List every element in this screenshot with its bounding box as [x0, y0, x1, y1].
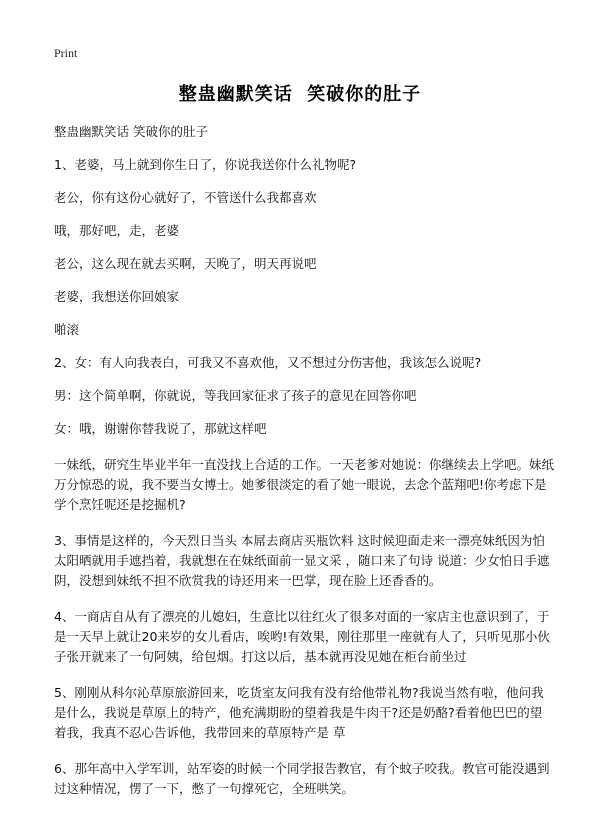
paragraph: 哦，那好吧，走，老婆: [54, 223, 180, 238]
paragraph: 男：这个简单啊，你就说，等我回家征求了孩子的意见在回答你吧: [54, 388, 417, 403]
paragraph: 一妹纸，研究生毕业半年一直没找上合适的工作。一天老爹对她说：你继续去上学吧。妹纸万分惊恐的说，我不要当女博士。她爹很淡定的看了她一眼说，去念个蓝翔吧!你考虑下是学个烹饪呢还是挖掘机?: [54, 457, 555, 512]
paragraph: 女：哦，谢谢你替我说了，那就这样吧: [54, 421, 267, 436]
paragraph: 5、刚刚从科尔沁草原旅游回来，吃货室友问我有没有给他带礼物?我说当然有啦，他问我是什么，我说是草原上的特产，他充满期盼的望着我是牛肉干?还是奶酪?看着他巴巴的望着我，我真不忍心告诉他，我带回来的草原特产是 草: [54, 685, 544, 740]
paragraph: 1、老婆，马上就到你生日了，你说我送你什么礼物呢?: [54, 157, 357, 172]
paragraph: 啪滚: [54, 322, 80, 337]
page-title: 整蛊幽默笑话 笑破你的肚子: [178, 84, 422, 105]
print-label: Print: [54, 46, 78, 60]
paragraph: 老公，这么现在就去买啊，天晚了，明天再说吧: [54, 256, 317, 271]
article-subtitle: 整蛊幽默笑话 笑破你的肚子: [54, 124, 208, 139]
paragraph: 2、女：有人向我表白，可我又不喜欢他，又不想过分伤害他，我该怎么说呢?: [54, 355, 482, 370]
paragraph: 6、那年高中入学军训，站军姿的时候一个同学报告教官，有个蚊子咬我。教官可能没遇到过这种情况，愣了一下，憋了一句撑死它，全班哄笑。: [54, 761, 550, 796]
paragraph: 老婆，我想送你回娘家: [54, 289, 180, 304]
paragraph: 老公，你有这份心就好了，不管送什么我都喜欢: [54, 190, 317, 205]
paragraph: 3、事情是这样的，今天烈日当头 本屌去商店买瓶饮料 这时候迎面走来一漂亮妹纸因为怕太阳晒就用手遮挡着，我就想在在妹纸面前一显文采 ，随口来了句诗 说道：少女怕日手遮阴，没想到妹纸不担不欣赏我的诗还用来一巴掌，现在脸上还香香的。: [54, 533, 550, 588]
article-body: [54, 122, 554, 815]
paragraph: 4、一商店自从有了漂亮的儿媳妇，生意比以往红火了很多对面的一家店主也意识到了，于是一天早上就让20来岁的女儿看店，唉哟!有效果，刚往那里一座就有人了，只听见那小伙子张开就来了一句阿姨，给包烟。打这以后，基本就再没见她在柜台前坐过: [54, 609, 550, 664]
